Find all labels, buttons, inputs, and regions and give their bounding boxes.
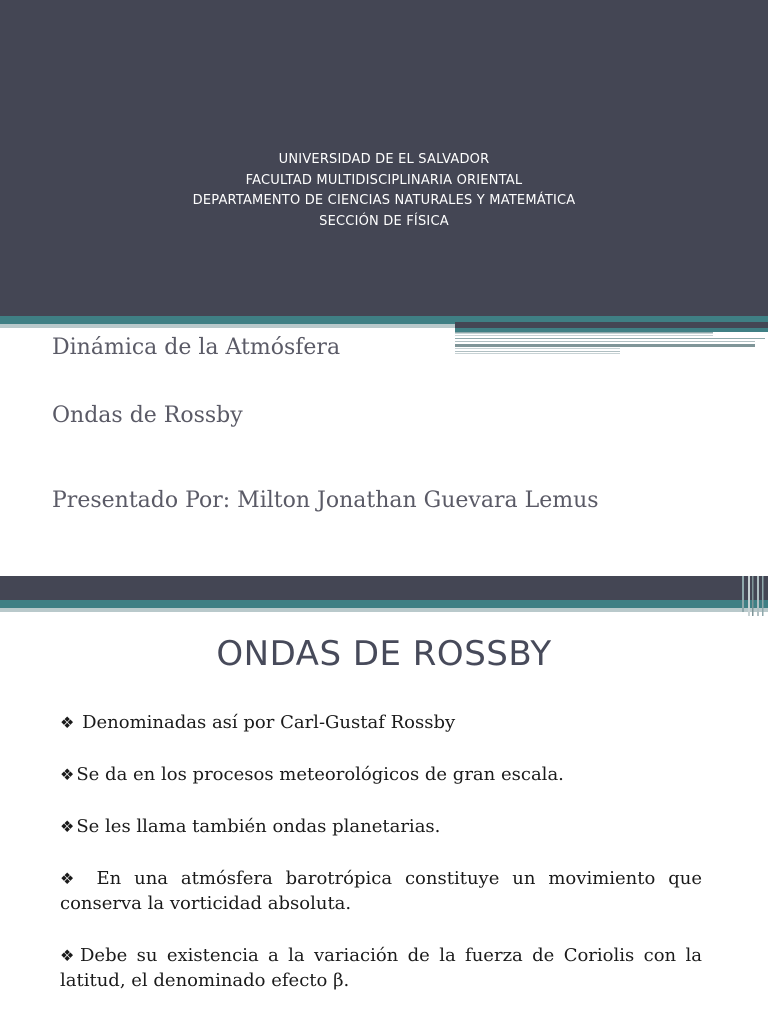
list-item <box>60 866 702 916</box>
content-slide <box>0 576 768 1024</box>
institution-block <box>0 150 768 232</box>
university-name: UNIVERSIDAD DE EL SALVADOR <box>278 152 490 167</box>
list-item <box>60 943 702 993</box>
decorative-band <box>0 576 768 616</box>
diamond-bullet-icon: ❖ <box>60 713 75 732</box>
bullet-text: Denominadas así por Carl-Gustaf Rossby <box>76 712 456 733</box>
faculty-name: FACULTAD MULTIDISCIPLINARIA ORIENTAL <box>245 172 523 188</box>
bullet-text: En una atmósfera barotrópica constituye un movimiento que conserva la vorticidad absoluta. <box>60 868 703 914</box>
diamond-bullet-icon: ❖ <box>60 817 75 836</box>
presenter-line: Presentado Por: Milton Jonathan Guevara Lemus <box>52 488 599 513</box>
diamond-bullet-icon: ❖ <box>60 946 78 965</box>
slide-title: ONDAS DE ROSSBY <box>216 634 552 674</box>
list-item <box>60 814 702 839</box>
subject-title: Dinámica de la Atmósfera <box>52 335 341 360</box>
slide-header <box>0 0 768 316</box>
diamond-bullet-icon: ❖ <box>60 765 75 784</box>
bullet-text: Se les llama también ondas planetarias. <box>76 816 441 837</box>
bullet-text: Se da en los procesos meteorológicos de gran escala. <box>76 764 564 785</box>
bullet-text: Debe su existencia a la variación de la fuerza de Coriolis con la latitud, el denominado efecto β. <box>60 945 703 991</box>
list-item <box>60 762 702 787</box>
list-item <box>60 710 702 735</box>
department-name: DEPARTAMENTO DE CIENCIAS NATURALES Y MATEMÁTICA <box>192 193 576 208</box>
section-name: SECCIÓN DE FÍSICA <box>319 213 449 229</box>
diamond-bullet-icon: ❖ <box>60 869 82 888</box>
topic-title: Ondas de Rossby <box>52 403 243 428</box>
